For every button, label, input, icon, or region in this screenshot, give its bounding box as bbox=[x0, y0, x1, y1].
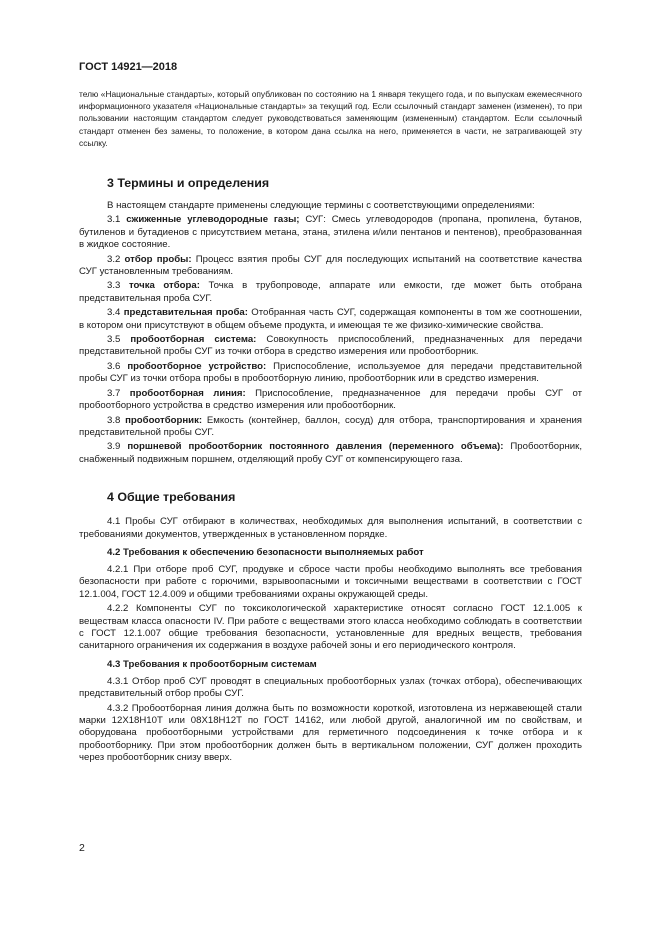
term-name: пробоотборник: bbox=[125, 414, 203, 426]
page-body bbox=[79, 88, 582, 765]
term-name: пробоотборная линия: bbox=[129, 387, 246, 399]
term-text: Процесс взятия пробы СУГ для последующих испытаний на соответствие качества СУГ установленным требованиям. bbox=[79, 253, 582, 278]
page-number: 2 bbox=[79, 842, 85, 854]
term-name: поршневой пробоотборник постоянного давления (переменного объема): bbox=[127, 441, 504, 453]
term-number: 3.7 bbox=[107, 387, 121, 399]
term-name: отбор пробы: bbox=[124, 253, 192, 265]
term-text: Емкость (контейнер, баллон, сосуд) для отбора, транспортирования и хранения представительной пробы СУГ. bbox=[79, 414, 582, 438]
paragraph-4-3-2: 4.3.2 Пробоотборная линия должна быть по возможности короткой, изготовлена из нержавеющей стали марки 12Х18Н10Т или 08Х18Н12Т по ГОСТ 14162, или любой другой, аналогичной им по свойствам, и оборудована пробоотборными устройствами для герметичного подсоединения к точке отбора и к пробоотборнику. При этом пробоотборник должен быть в вертикальном положении, СУГ должен проходить через пробоотборник снизу вверх. bbox=[79, 702, 582, 764]
term-number: 3.2 bbox=[107, 253, 121, 265]
section-4-title: 4 Общие требования bbox=[107, 490, 236, 505]
term-number: 3.3 bbox=[107, 280, 121, 292]
term-definition bbox=[79, 441, 582, 466]
term-number: 3.1 bbox=[107, 214, 121, 226]
paragraph-4-2-1: 4.2.1 При отборе проб СУГ, продувке и сбросе части пробы необходимо выполнять все требования безопасности при работе с горючими, взрывоопасными и токсичными веществами в соответствии с ГОСТ 12.1.004, ГОСТ 12.4.009 и общими требованиями охраны окружающей среды. bbox=[79, 563, 582, 600]
intro-block bbox=[79, 88, 582, 149]
term-number: 3.9 bbox=[107, 441, 121, 453]
term-name: сжиженные углеводородные газы; bbox=[126, 214, 300, 226]
term-text: Точка в трубопроводе, аппарате или емкости, где может быть отобрана представительная проба СУГ. bbox=[79, 280, 582, 304]
term-text: Приспособление, предназначенное для передачи пробы СУГ от пробоотборного устройства в средство измерения или пробоотборник. bbox=[79, 387, 582, 412]
term-name: пробоотборная система: bbox=[130, 334, 257, 346]
term-number: 3.4 bbox=[107, 307, 121, 319]
paragraph-4-3-1: 4.3.1 Отбор проб СУГ проводят в специальных пробоотборных узлах (точках отбора), обеспечивающих представительный отбор пробы СУГ. bbox=[79, 675, 582, 700]
term-text: Отобранная часть СУГ, содержащая компоненты в том же соотношении, в котором они присутствуют в общем объеме продукта, и имеющая те же физико-химические свойства. bbox=[79, 307, 583, 331]
term-number: 3.6 bbox=[107, 360, 121, 372]
paragraph-4-2-2: 4.2.2 Компоненты СУГ по токсикологической характеристике относят согласно ГОСТ 12.1.005 к веществам класса опасности IV. При работе с веществами этого класса необходимо соблюдать в соответствии с ГОСТ 12.1.007 общие требования безопасности, установленные для вредных веществ, требования санитарного ограничения их содержания в воздухе рабочей зоны и его периодического контроля. bbox=[79, 603, 582, 652]
term-definition bbox=[79, 415, 582, 440]
term-definition bbox=[79, 280, 582, 305]
subsection-4-2-title: 4.2 Требования к обеспечению безопасности выполняемых работ bbox=[107, 546, 424, 558]
term-definition bbox=[79, 388, 582, 413]
term-text: Приспособление, используемое для передачи представительной пробы СУГ из точки отбора пробы в пробоотборную линию, пробоотборник или в средство измерения. bbox=[79, 360, 582, 385]
intro-paragraph: телю «Национальные стандарты», который опубликован по состоянию на 1 января текущего года, и по выпускам ежемесячного информационного указателя «Национальные стандарты» за текущий год. Если ссылочный стандарт заменен (изменен), то при пользовании настоящим стандартом следует руководствоваться заменяющим (измененным) стандартом. Если ссылочный стандарт отменен без замены, то положение, в котором дана ссылка на него, применяется в части, не затрагивающей эту ссылку. bbox=[79, 89, 582, 148]
subsection-4-3-title: 4.3 Требования к пробоотборным системам bbox=[107, 658, 317, 670]
term-text: Пробоотборник, снабженный подвижным поршнем, отделяющий пробу СУГ от компенсирующего газа. bbox=[79, 441, 582, 465]
term-definition bbox=[79, 334, 582, 359]
term-number: 3.8 bbox=[107, 414, 121, 426]
term-definition bbox=[79, 361, 582, 386]
term-text: Совокупность приспособлений, предназначенных для передачи представительной пробы СУГ из точки отбора в средство измерения или пробоотборник. bbox=[79, 334, 583, 358]
terms-list bbox=[79, 214, 582, 466]
term-name: пробоотборное устройство: bbox=[127, 360, 267, 372]
term-definition bbox=[79, 214, 582, 251]
document-code: ГОСТ 14921—2018 bbox=[79, 61, 178, 73]
term-number: 3.5 bbox=[107, 334, 121, 346]
section-3-intro: В настоящем стандарте применены следующие термины с соответствующими определениями: bbox=[107, 200, 535, 212]
term-name: точка отбора: bbox=[128, 280, 200, 292]
paragraph-4-1: 4.1 Пробы СУГ отбирают в количествах, необходимых для выполнения испытаний, в соответствии с требованиями документов, утвержденных в установленном порядке. bbox=[79, 516, 582, 540]
term-text: СУГ: Смесь углеводородов (пропана, пропилена, бутанов, бутиленов и бутадиенов с присутствием метана, этана, этилена и/или пентанов и пентенов), преобразованная в жидкое состояние. bbox=[79, 214, 582, 251]
term-name: представительная проба: bbox=[123, 307, 248, 319]
term-definition bbox=[79, 254, 582, 279]
term-definition bbox=[79, 307, 582, 332]
section-3-title: 3 Термины и определения bbox=[107, 176, 270, 191]
